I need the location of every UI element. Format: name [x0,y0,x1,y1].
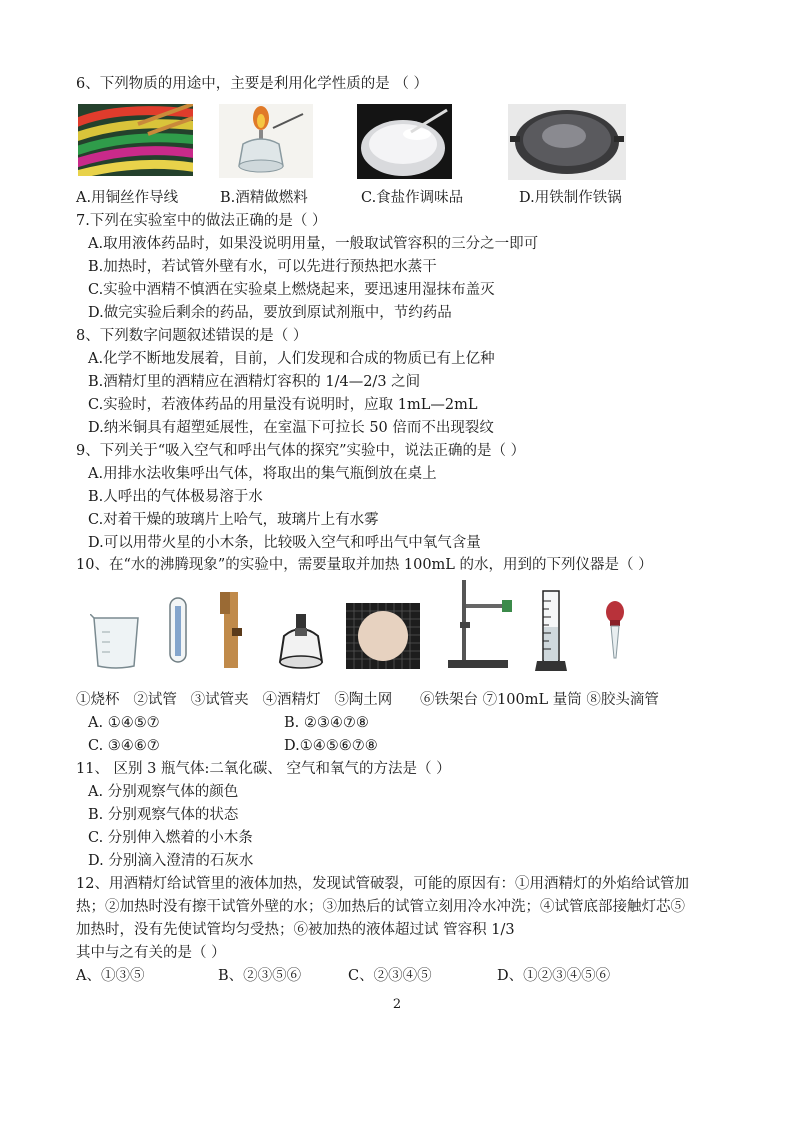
q8-option-a: A.化学不断地发展着，目前，人们发现和合成的物质已有上亿种 [88,351,495,367]
label-test-tube: ②试管 [133,692,177,708]
q7-option-b: B.加热时，若试管外壁有水，可以先进行预热把水蒸干 [88,259,437,275]
salt-image [357,104,452,179]
q7-stem: 7.下列在实验室中的做法正确的是（ ） [76,213,327,229]
q9-option-d: D.可以用带火星的小木条，比较吸入空气和呼出气中氧气含量 [88,535,481,551]
q9-option-c: C.对着干燥的玻璃片上哈气，玻璃片上有水雾 [88,512,379,528]
iron-stand-image [444,578,516,672]
q9-option-a: A.用排水法收集呼出气体，将取出的集气瓶倒放在桌上 [88,466,437,482]
q10-option-a: A. ①④⑤⑦ [88,715,160,731]
q8-option-c: C.实验时，若液体药品的用量没有说明时，应取 1mL—2mL [88,397,478,413]
beaker-image [90,614,142,672]
q7-option-a: A.取用液体药品时，如果没说明用量，一般取试管容积的三分之一即可 [88,236,539,252]
test-tube-clamp-image [216,588,246,672]
q12-line-1: 12、用酒精灯给试管里的液体加热，发现试管破裂，可能的原因有：①用酒精灯的外焰给试管加 [76,876,689,892]
label-clay-gauze: ⑤陶土网 [334,692,393,708]
q10-option-b: B. ②③④⑦⑧ [284,715,369,731]
q6-option-d: D.用铁制作铁锅 [519,190,622,206]
q8-option-b: B.酒精灯里的酒精应在酒精灯容积的 1/4—2/3 之间 [88,374,421,390]
label-beaker: ①烧杯 [76,692,120,708]
q9-stem: 9、下列关于“吸入空气和呼出气体的探究”实验中，说法正确的是（ ） [76,443,526,459]
q12-option-b: B、②③⑤⑥ [218,968,302,984]
q11-option-b: B. 分别观察气体的状态 [88,807,239,823]
q9-option-b: B.人呼出的气体极易溶于水 [88,489,263,505]
q6-option-b: B.酒精做燃料 [220,190,308,206]
q12-line-3: 加热时，没有先使试管均匀受热；⑥被加热的液体超过试 管容积 1/3 [76,922,515,938]
q11-option-c: C. 分别伸入燃着的小木条 [88,830,253,846]
label-iron-stand: ⑥铁架台 [419,692,478,708]
label-test-tube-clamp: ③试管夹 [190,692,249,708]
q8-stem: 8、下列数字问题叙述错误的是（ ） [76,328,308,344]
q8-option-d: D.纳米铜具有超塑延展性，在室温下可拉长 50 倍而不出现裂纹 [88,420,494,436]
q11-option-a: A. 分别观察气体的颜色 [88,784,239,800]
q12-option-d: D、①②③④⑤⑥ [497,968,611,984]
label-dropper: ⑧胶头滴管 [586,692,659,708]
q12-option-a: A、①③⑤ [76,968,145,984]
alcohol-lamp-image [219,104,313,178]
q11-option-d: D. 分别滴入澄清的石灰水 [88,853,254,869]
page-number: 2 [392,997,402,1012]
label-cylinder: ⑦100mL 量筒 [482,692,582,708]
q7-option-c: C.实验中酒精不慎洒在实验桌上燃烧起来，要迅速用湿抹布盖灭 [88,282,495,298]
test-tube-image [164,596,192,672]
q12-line-4: 其中与之有关的是（ ） [76,945,226,961]
clay-gauze-image [346,603,420,669]
alcohol-burner-image [276,612,326,674]
iron-wok-image [508,104,626,180]
q6-stem: 6、下列物质的用途中，主要是利用化学性质的是 （ ） [76,76,428,92]
q10-apparatus-labels [76,690,659,710]
q6-option-a: A.用铜丝作导线 [76,190,179,206]
q12-line-2: 热；②加热时没有擦干试管外壁的水；③加热后的试管立刻用冷水冲洗；④试管底部接触灯芯⑤ [76,899,685,915]
q10-option-c: C. ③④⑥⑦ [88,738,160,754]
label-alcohol-lamp: ④酒精灯 [262,692,321,708]
q6-option-c: C.食盐作调味品 [361,190,464,206]
graduated-cylinder-image [533,587,569,674]
q10-stem: 10、在“水的沸腾现象”的实验中，需要量取并加热 100mL 的水，用到的下列仪器是（ ） [76,557,653,573]
copper-wires-image [78,104,193,176]
q12-option-c: C、②③④⑤ [348,968,432,984]
q10-option-d: D.①④⑤⑥⑦⑧ [284,738,378,754]
q7-option-d: D.做完实验后剩余的药品，要放到原试剂瓶中，节约药品 [88,305,452,321]
q11-stem: 11、 区别 3 瓶气体:二氧化碳、 空气和氧气的方法是（ ） [76,761,451,777]
dropper-image [598,600,632,662]
